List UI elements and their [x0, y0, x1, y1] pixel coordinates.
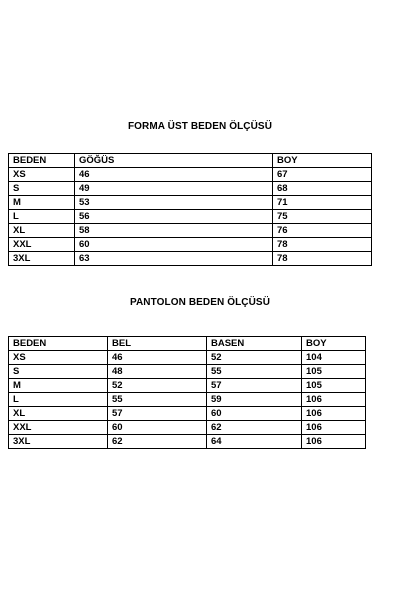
table-header-row [9, 154, 372, 168]
pantolon-size-chart-title: PANTOLON BEDEN ÖLÇÜSÜ [129, 297, 271, 308]
hip-cell: 62 [207, 421, 302, 435]
table-row [9, 365, 366, 379]
waist-cell: 55 [108, 393, 207, 407]
forma-size-chart-title: FORMA ÜST BEDEN ÖLÇÜSÜ [127, 121, 273, 132]
table-row [9, 393, 366, 407]
size-cell: XXL [9, 238, 75, 252]
waist-cell: 60 [108, 421, 207, 435]
waist-cell: 57 [108, 407, 207, 421]
hip-cell: 55 [207, 365, 302, 379]
length-cell: 67 [273, 168, 372, 182]
size-cell: 3XL [9, 252, 75, 266]
length-cell: 78 [273, 238, 372, 252]
length-cell: 106 [302, 421, 366, 435]
table-row [9, 238, 372, 252]
hip-cell: 64 [207, 435, 302, 449]
hip-cell: 60 [207, 407, 302, 421]
waist-cell: 52 [108, 379, 207, 393]
size-cell: S [9, 365, 108, 379]
column-header-beden: BEDEN [9, 337, 108, 351]
size-cell: 3XL [9, 435, 108, 449]
chest-cell: 60 [75, 238, 273, 252]
forma-size-table [8, 153, 372, 266]
table-header-row [9, 337, 366, 351]
table-row [9, 252, 372, 266]
waist-cell: 46 [108, 351, 207, 365]
table-row [9, 210, 372, 224]
size-cell: M [9, 379, 108, 393]
length-cell: 106 [302, 407, 366, 421]
table-row [9, 196, 372, 210]
size-cell: XL [9, 224, 75, 238]
chest-cell: 56 [75, 210, 273, 224]
table-row [9, 168, 372, 182]
length-cell: 104 [302, 351, 366, 365]
column-header-boy: BOY [302, 337, 366, 351]
table-row [9, 407, 366, 421]
column-header-boy: BOY [273, 154, 372, 168]
table-row [9, 435, 366, 449]
chest-cell: 46 [75, 168, 273, 182]
size-cell: XL [9, 407, 108, 421]
length-cell: 75 [273, 210, 372, 224]
length-cell: 71 [273, 196, 372, 210]
length-cell: 68 [273, 182, 372, 196]
chest-cell: 58 [75, 224, 273, 238]
chest-cell: 49 [75, 182, 273, 196]
column-header-beden: BEDEN [9, 154, 75, 168]
length-cell: 105 [302, 365, 366, 379]
length-cell: 106 [302, 435, 366, 449]
length-cell: 78 [273, 252, 372, 266]
size-cell: XXL [9, 421, 108, 435]
size-cell: XS [9, 351, 108, 365]
size-cell: S [9, 182, 75, 196]
column-header-bel: BEL [108, 337, 207, 351]
table-row [9, 379, 366, 393]
hip-cell: 52 [207, 351, 302, 365]
chest-cell: 53 [75, 196, 273, 210]
waist-cell: 48 [108, 365, 207, 379]
length-cell: 76 [273, 224, 372, 238]
table-row [9, 224, 372, 238]
column-header-gogus: GÖĞÜS [75, 154, 273, 168]
waist-cell: 62 [108, 435, 207, 449]
size-cell: XS [9, 168, 75, 182]
table-row [9, 182, 372, 196]
table-row [9, 351, 366, 365]
size-cell: M [9, 196, 75, 210]
column-header-basen: BASEN [207, 337, 302, 351]
size-cell: L [9, 210, 75, 224]
hip-cell: 57 [207, 379, 302, 393]
pantolon-size-table [8, 336, 366, 449]
chest-cell: 63 [75, 252, 273, 266]
length-cell: 106 [302, 393, 366, 407]
length-cell: 105 [302, 379, 366, 393]
size-cell: L [9, 393, 108, 407]
table-row [9, 421, 366, 435]
hip-cell: 59 [207, 393, 302, 407]
